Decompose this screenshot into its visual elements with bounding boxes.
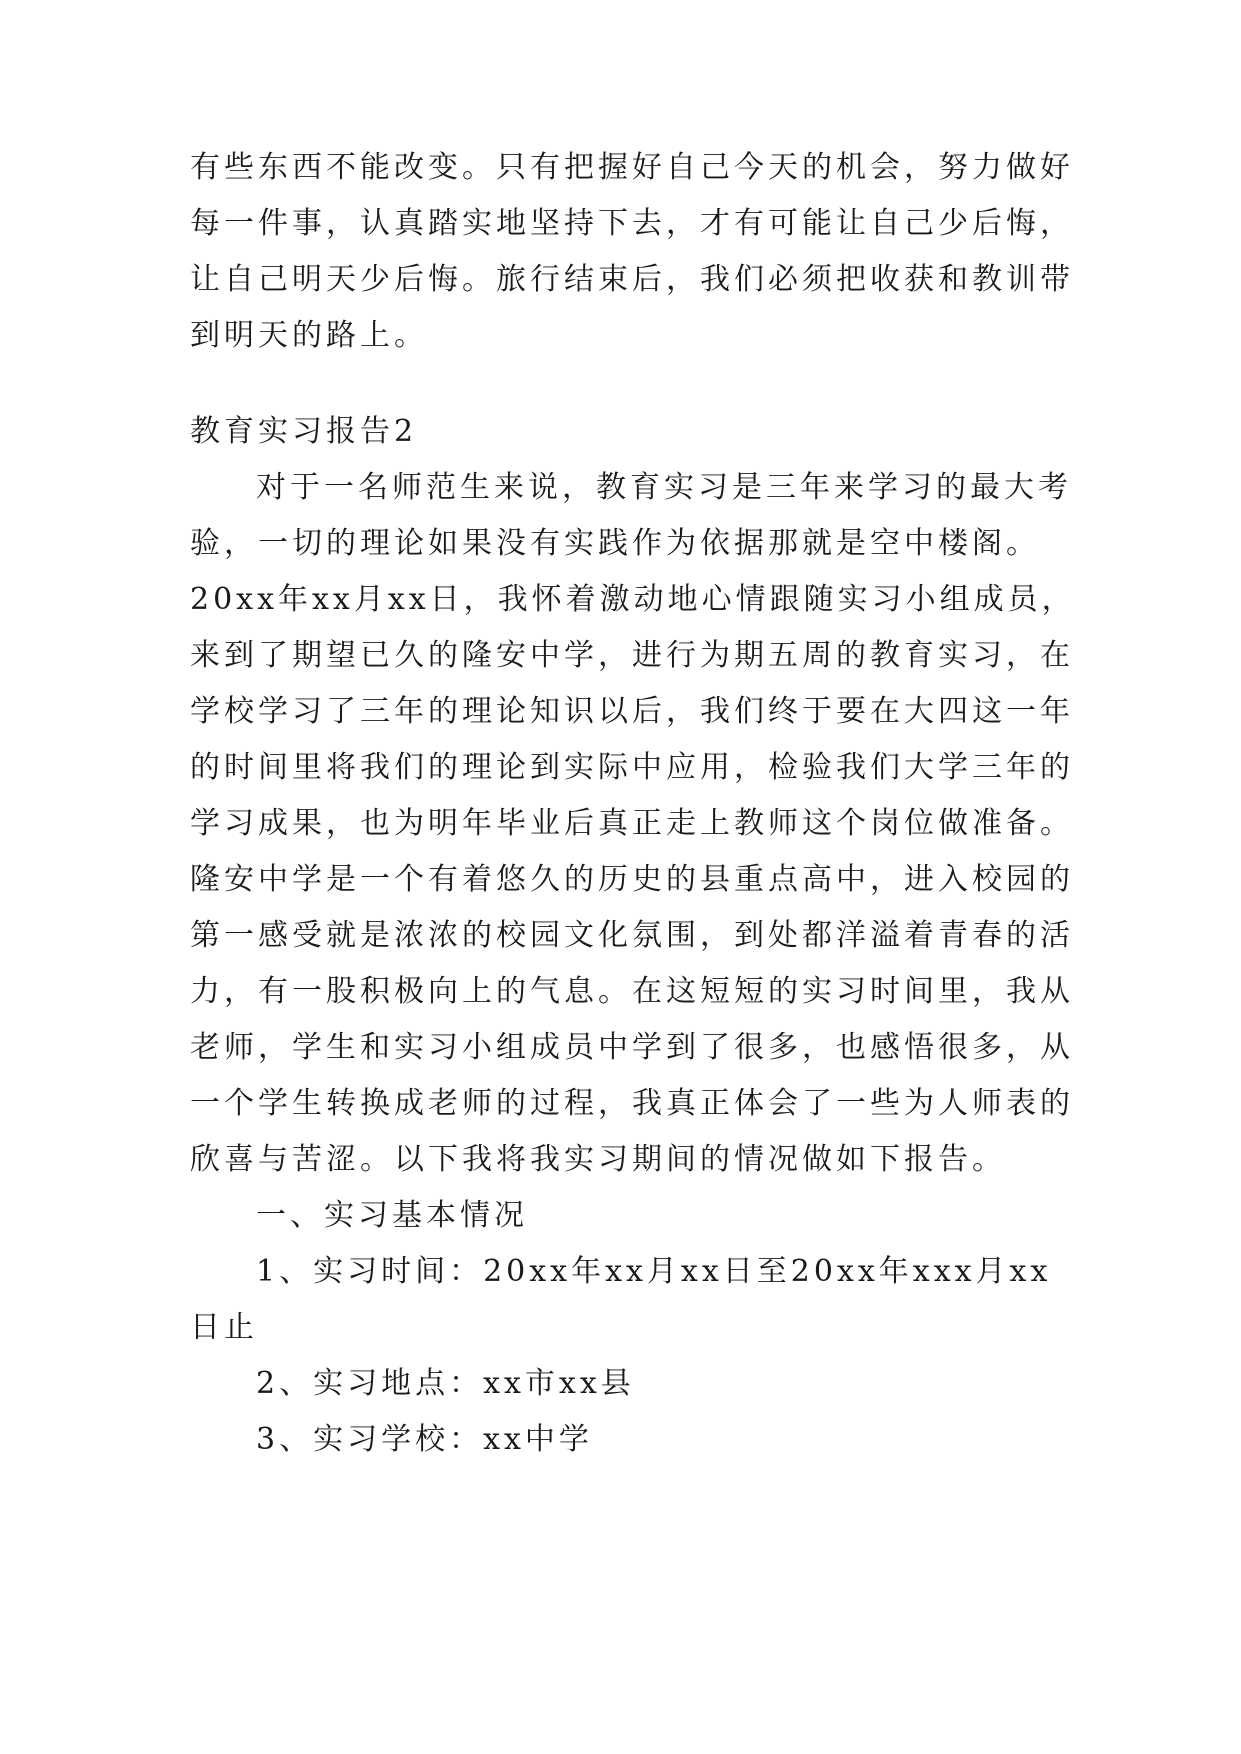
list-item: 2、实习地点：xx市xx县 [256,1366,635,1401]
paragraph-line: 20xx年xx月xx日，我怀着激动地心情跟随实习小组成员， [190,582,1076,617]
paragraph-line: 欣喜与苦涩。以下我将我实习期间的情况做如下报告。 [190,1142,1006,1177]
subheading: 一、实习基本情况 [256,1198,528,1233]
paragraph-line: 到明天的路上。 [190,318,428,353]
paragraph-line: 对于一名师范生来说，教育实习是三年来学习的最大考 [256,470,1072,505]
paragraph-line: 每一件事，认真踏实地坚持下去，才有可能让自己少后悔， [190,206,1074,241]
list-item: 1、实习时间：20xx年xx月xx日至20xx年xxx月xx [256,1254,1052,1289]
paragraph-line: 学习成果，也为明年毕业后真正走上教师这个岗位做准备。 [190,806,1074,841]
paragraph-line: 学校学习了三年的理论知识以后，我们终于要在大四这一年 [190,694,1074,729]
paragraph-line: 有些东西不能改变。只有把握好自己今天的机会，努力做好 [190,150,1074,185]
paragraph-line: 隆安中学是一个有着悠久的历史的县重点高中，进入校园的 [190,862,1074,897]
paragraph-line: 来到了期望已久的隆安中学，进行为期五周的教育实习，在 [190,638,1074,673]
paragraph-line: 第一感受就是浓浓的校园文化氛围，到处都洋溢着青春的活 [190,918,1074,953]
paragraph-line: 力，有一股积极向上的气息。在这短短的实习时间里，我从 [190,974,1074,1009]
list-item-continuation: 日止 [190,1310,258,1345]
section-title: 教育实习报告2 [190,414,418,449]
paragraph-line: 验，一切的理论如果没有实践作为依据那就是空中楼阁。 [190,526,1040,561]
paragraph-line: 让自己明天少后悔。旅行结束后，我们必须把收获和教训带 [190,262,1074,297]
paragraph-line: 老师，学生和实习小组成员中学到了很多，也感悟很多，从 [190,1030,1074,1065]
paragraph-line: 的时间里将我们的理论到实际中应用，检验我们大学三年的 [190,750,1074,785]
list-item: 3、实习学校：xx中学 [256,1422,593,1457]
paragraph-line: 一个学生转换成老师的过程，我真正体会了一些为人师表的 [190,1086,1074,1121]
